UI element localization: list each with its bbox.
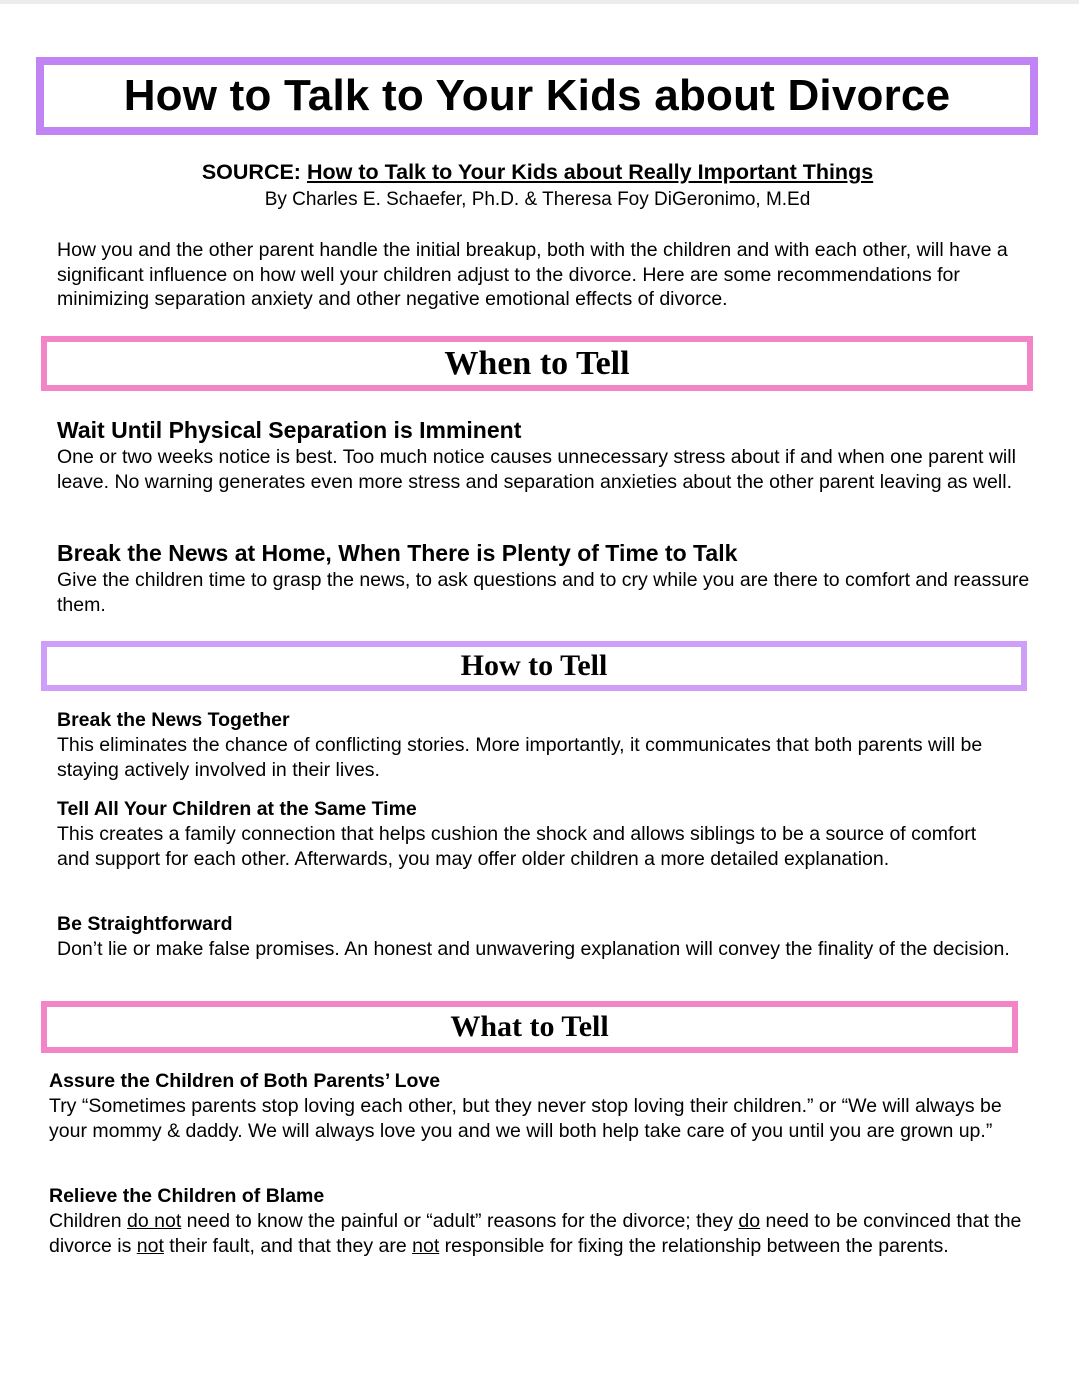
emphasis-text: not: [136, 1234, 164, 1257]
intro-paragraph: How you and the other parent handle the initial breakup, both with the children and with each other, will have a significant influence on how well your children adjust to the divorce. Here are some recommendations for minimizing separation anxiety and other negative emotional effects of divorce.: [57, 239, 1008, 311]
section-heading-how-text: How to Tell: [460, 649, 608, 682]
body-text: need to know the painful or “adult” reasons for the divorce; they: [181, 1210, 739, 1232]
body-text: Children: [49, 1210, 128, 1232]
section-heading-when-text: When to Tell: [444, 344, 630, 382]
item-body: This eliminates the chance of conflicting stories. More importantly, it communicates that both parents will be staying actively involved in their lives.: [57, 734, 983, 781]
section-heading-when: [41, 336, 1033, 391]
emphasis-text: do not: [127, 1210, 182, 1232]
item-heading: Relieve the Children of Blame: [49, 1185, 325, 1207]
section-heading-what-text: What to Tell: [450, 1010, 609, 1043]
emphasis-text: not: [412, 1234, 440, 1257]
source-byline: By Charles E. Schaefer, Ph.D. & Theresa Foy DiGeronimo, M.Ed: [264, 189, 811, 210]
body-text: their fault, and that they are: [163, 1234, 413, 1257]
item-heading: Break the News at Home, When There is Plenty of Time to Talk: [57, 540, 738, 566]
item-body: [49, 1209, 1034, 1258]
emphasis-text: do: [738, 1210, 761, 1232]
item-body: Don’t lie or make false promises. An honest and unwavering explanation will convey the finality of the decision.: [57, 938, 1010, 960]
item-body: This creates a family connection that helps cushion the shock and allows siblings to be a source of comfort and support for each other. Afterwards, you may offer older children a more detailed explanation.: [57, 823, 977, 870]
page-top-border: [0, 0, 1079, 4]
item-body: One or two weeks notice is best. Too much notice causes unnecessary stress about if and when one parent will leave. No warning generates even more stress and separation anxieties about the other parent leaving as well.: [57, 446, 1016, 493]
body-text: responsible for fixing the relationship between the parents.: [439, 1234, 949, 1257]
section-heading-what: [41, 1001, 1018, 1053]
source-label: SOURCE:: [201, 160, 301, 184]
item-body: Try “Sometimes parents stop loving each other, but they never stop loving their children.” or “We will always be your mommy & daddy. We will always love you and we will both help take care of you until you are grown up.”: [49, 1095, 1002, 1142]
item-heading: Be Straightforward: [57, 913, 233, 935]
item-heading: Assure the Children of Both Parents’ Love: [49, 1070, 441, 1092]
section-heading-how: [41, 641, 1027, 691]
item-heading: Tell All Your Children at the Same Time: [57, 798, 417, 820]
item-heading: Break the News Together: [57, 709, 290, 731]
title-banner: [36, 57, 1038, 135]
page-title: How to Talk to Your Kids about Divorce: [123, 71, 951, 120]
body-text: need to be convinced that the divorce is: [49, 1210, 1022, 1257]
source-book-title: How to Talk to Your Kids about Really Important Things: [306, 160, 874, 184]
source-line: [0, 160, 1075, 185]
item-body: Give the children time to grasp the news, to ask questions and to cry while you are there to comfort and reassure them.: [57, 569, 1030, 616]
item-heading: Wait Until Physical Separation is Imminent: [57, 417, 522, 443]
